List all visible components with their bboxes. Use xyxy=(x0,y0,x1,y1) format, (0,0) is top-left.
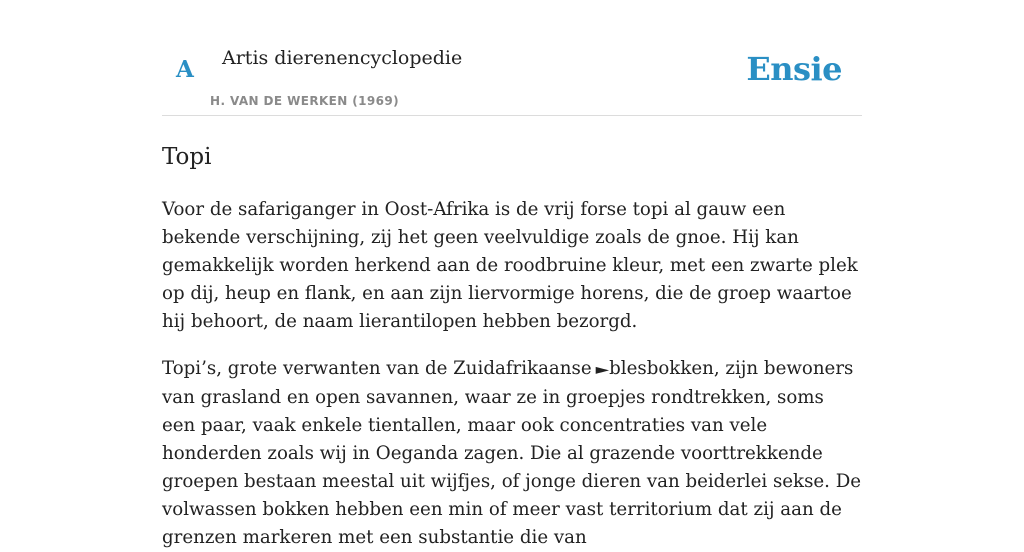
book-header xyxy=(162,0,862,116)
paragraph-text: , zijn bewoners van grasland en open savannen, waar ze in groepjes rondtrekken, soms een paar, vaak enkele tientallen, maar ook concentraties van vele honderden zoals wij in Oeganda zagen. Die al grazende voorttrekkende groepen bestaan meestal uit wijfjes, of jonge dieren van beiderlei sekse. De volwassen bokken hebben een min of meer vast territorium dat zij aan de grenzen markeren met een substantie die van xyxy=(162,358,862,548)
cross-reference-arrow-icon: ► xyxy=(596,362,610,378)
article-body xyxy=(162,196,862,552)
book-logo-letter[interactable]: A xyxy=(176,56,194,83)
article-paragraph xyxy=(162,355,862,552)
ensie-logo[interactable]: Ensie xyxy=(746,50,842,88)
cross-reference-link-blesbokken[interactable]: blesbokken xyxy=(609,358,714,379)
paragraph-text: Topi’s, grote verwanten van de Zuidafrikaanse xyxy=(162,358,598,379)
article-paragraph: Voor de safariganger in Oost-Afrika is de vrij forse topi al gauw een bekende verschijning, zij het geen veelvuldige zoals de gnoe. Hij kan gemakkelijk worden herkend aan de roodbruine kleur, met een zwarte plek op dij, heup en flank, en aan zijn liervormige horens, die de groep waartoe hij behoort, de naam lierantilopen hebben bezorgd. xyxy=(162,199,858,332)
page-container xyxy=(162,0,862,552)
book-title-link[interactable]: Artis dierenencyclopedie xyxy=(222,47,463,69)
article-title: Topi xyxy=(162,144,212,170)
book-author: H. VAN DE WERKEN (1969) xyxy=(210,94,400,108)
